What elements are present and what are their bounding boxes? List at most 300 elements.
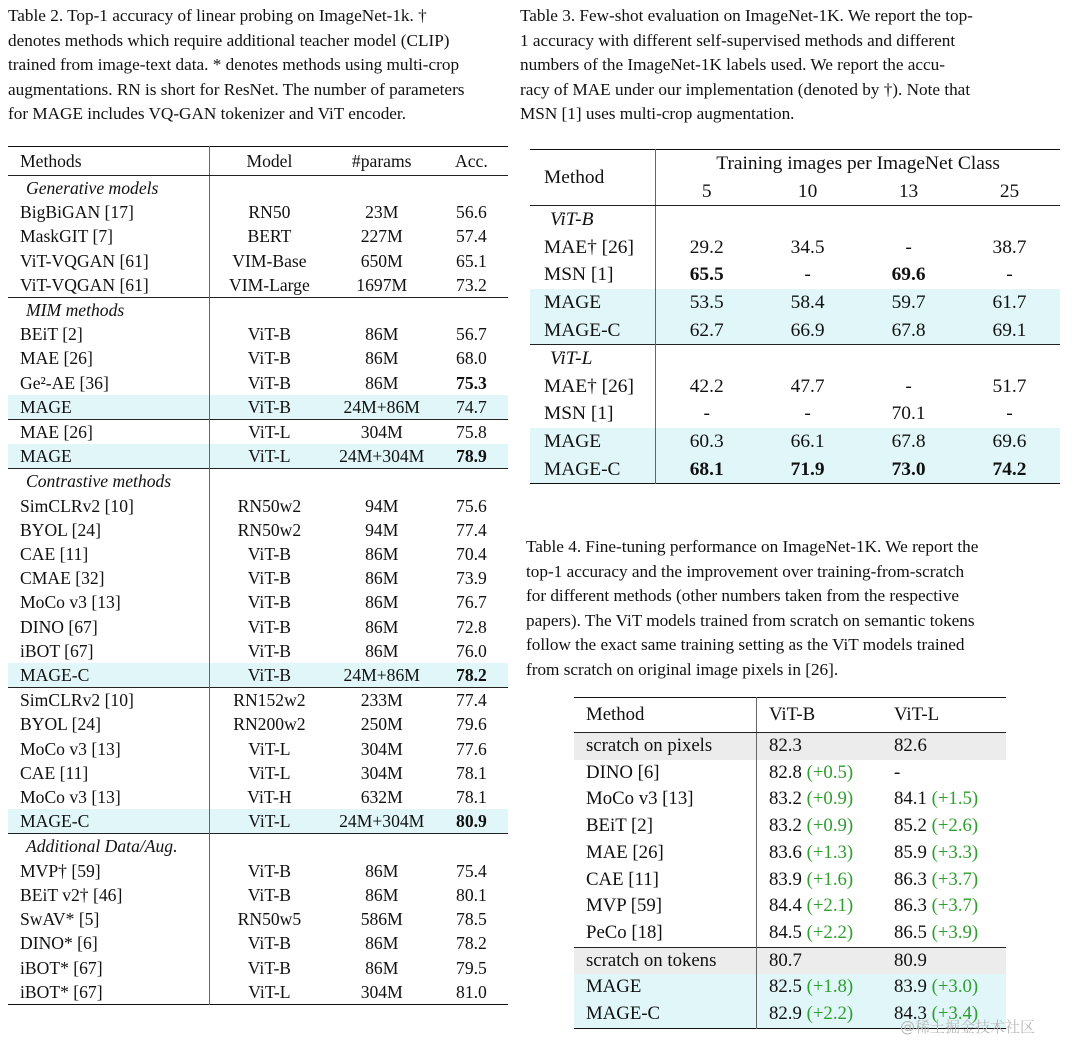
acc-cell: 74.7	[435, 395, 508, 420]
method-cell: CMAE [32]	[8, 566, 210, 590]
table-row	[8, 444, 508, 469]
value-cell	[757, 893, 895, 920]
model-cell: RN50	[248, 202, 291, 223]
table-row	[8, 956, 508, 980]
method-cell: MAE [26]	[8, 420, 210, 445]
improvement-delta: (+2.2)	[806, 921, 854, 943]
method-header: Method	[530, 150, 656, 206]
method-cell: BEiT v2† [46]	[8, 883, 210, 907]
model-cell: BERT	[247, 226, 292, 247]
caption-line: follow the exact same training setting as the ViT models trained	[526, 635, 965, 654]
method-cell: iBOT* [67]	[8, 980, 210, 1005]
model-cell: ViT-H	[247, 787, 292, 808]
section-label: ViT-L	[530, 345, 656, 373]
column-header: 10	[757, 178, 858, 206]
model-cell: RN200w2	[233, 714, 306, 735]
table4-caption	[526, 535, 1056, 682]
section-label: Contrastive methods	[8, 469, 210, 494]
value-cell	[894, 920, 1006, 947]
caption-line: papers). The ViT models trained from scratch on semantic tokens	[526, 610, 975, 630]
method-cell: MoCo v3 [13]	[574, 786, 757, 813]
value-cell: -	[703, 403, 710, 425]
table-row	[8, 566, 508, 590]
value-cell	[757, 974, 895, 1001]
params-cell: 86M	[365, 348, 399, 369]
params-cell: 227M	[360, 226, 403, 247]
method-cell: CAE [11]	[574, 867, 757, 894]
table-row	[574, 893, 1006, 920]
empty-cell	[959, 345, 1060, 373]
column-header: Model	[210, 147, 329, 176]
table-row	[574, 733, 1006, 760]
value-cell	[656, 456, 757, 484]
method-cell: MoCo v3 [13]	[8, 737, 210, 761]
model-cell: ViT-B	[247, 348, 292, 369]
value-cell: 60.3	[656, 428, 757, 456]
header-row	[530, 150, 1060, 178]
value-cell	[894, 947, 1006, 974]
model-cell: ViT-B	[247, 957, 292, 978]
improvement-delta: (+3.7)	[931, 868, 979, 890]
column-header: ViT-B	[757, 698, 895, 733]
model-cell: ViT-L	[210, 809, 329, 834]
column-header: Methods	[8, 147, 210, 176]
empty-cell	[435, 298, 508, 323]
table-row	[8, 980, 508, 1005]
score: 84.1	[894, 788, 927, 810]
value-cell: 38.7	[992, 236, 1027, 258]
params-cell: 24M+304M	[329, 809, 435, 834]
method-cell: BYOL [24]	[8, 518, 210, 542]
caption-line: denotes methods which require additional teacher model (CLIP)	[8, 30, 450, 50]
params-cell: 86M	[365, 884, 399, 905]
model-cell: RN50w2	[237, 519, 302, 540]
caption-line: for different methods (other numbers taken from the respective	[526, 586, 960, 605]
params-cell: 1697M	[356, 274, 408, 295]
section-row	[8, 298, 508, 323]
value-cell: 29.2	[689, 236, 724, 258]
table-row	[574, 760, 1006, 787]
value-cell: 66.1	[757, 428, 858, 456]
model-cell: ViT-L	[248, 738, 291, 759]
empty-cell	[858, 206, 959, 234]
improvement-delta: (+2.1)	[806, 895, 854, 917]
caption-line: top-1 accuracy and the improvement over training-from-scratch	[526, 561, 965, 581]
empty-cell	[210, 834, 329, 859]
score: 80.7	[769, 949, 802, 971]
score: 86.3	[894, 895, 927, 917]
acc-cell-bold: 78.2	[456, 665, 487, 686]
method-cell: Ge²-AE [36]	[8, 371, 210, 395]
score: 83.2	[769, 788, 802, 810]
model-cell: ViT-L	[248, 981, 291, 1002]
score: 83.6	[769, 841, 802, 863]
section-label: Additional Data/Aug.	[8, 834, 210, 859]
empty-cell	[329, 469, 435, 494]
acc-cell: 68.0	[456, 348, 487, 369]
table-row	[574, 840, 1006, 867]
value-cell: 34.5	[790, 236, 825, 258]
value-cell	[757, 840, 895, 867]
params-cell: 233M	[329, 688, 435, 713]
score: 84.5	[769, 921, 802, 943]
model-cell: VIM-Large	[229, 274, 310, 295]
params-cell: 586M	[360, 909, 403, 930]
table-row	[8, 859, 508, 883]
method-cell: DINO* [6]	[8, 931, 210, 955]
improvement-delta: (+0.9)	[806, 815, 854, 837]
params-cell: 650M	[360, 250, 403, 271]
method-cell: DINO [67]	[8, 615, 210, 639]
improvement-delta: (+2.2)	[806, 1003, 854, 1025]
value-cell: 51.7	[992, 375, 1027, 397]
value-cell	[894, 813, 1006, 840]
table2-caption	[8, 4, 508, 127]
table3-caption	[520, 4, 1072, 127]
params-cell: 23M	[365, 202, 399, 223]
acc-cell: 73.2	[456, 274, 487, 295]
table-row	[8, 371, 508, 395]
value-cell: 70.1	[891, 403, 926, 425]
column-header: 5	[656, 178, 757, 206]
table-row	[8, 639, 508, 663]
method-cell: SwAV* [5]	[8, 907, 210, 931]
value-cell: 67.8	[858, 317, 959, 345]
model-cell: ViT-B	[247, 933, 292, 954]
empty-cell	[959, 206, 1060, 234]
method-cell: MAGE	[530, 428, 656, 456]
column-header: 13	[858, 178, 959, 206]
model-cell: RN152w2	[210, 688, 329, 713]
value-cell: -	[1006, 264, 1013, 286]
header-row	[8, 147, 508, 176]
params-cell: 632M	[360, 787, 403, 808]
params-cell: 86M	[365, 592, 399, 613]
acc-cell: 76.0	[456, 640, 487, 661]
acc-cell	[435, 371, 508, 395]
acc-cell: 81.0	[456, 981, 487, 1002]
acc-cell: 73.9	[456, 568, 487, 589]
acc-cell: 79.5	[456, 957, 487, 978]
value-cell: -	[905, 375, 912, 397]
empty-cell	[329, 834, 435, 859]
column-header: ViT-L	[894, 698, 1006, 733]
score: 84.4	[769, 895, 802, 917]
params-cell: 86M	[365, 860, 399, 881]
method-cell: BEiT [2]	[574, 813, 757, 840]
table-row	[8, 518, 508, 542]
value-cell-bold: 65.5	[689, 264, 724, 286]
improvement-delta: (+3.9)	[931, 921, 979, 943]
method-cell: SimCLRv2 [10]	[8, 494, 210, 518]
improvement-delta: (+3.4)	[931, 1003, 979, 1025]
model-cell: VIM-Base	[232, 250, 307, 271]
acc-cell: 77.4	[456, 519, 487, 540]
params-cell: 304M	[360, 981, 403, 1002]
column-header: Acc.	[435, 147, 508, 176]
value-cell	[757, 947, 895, 974]
value-cell	[894, 840, 1006, 867]
model-cell: ViT-B	[247, 640, 292, 661]
empty-cell	[858, 345, 959, 373]
score: 82.9	[769, 1003, 802, 1025]
method-cell: MAE [26]	[8, 346, 210, 370]
value-cell: -	[1006, 403, 1013, 425]
model-cell: ViT-B	[247, 616, 292, 637]
section-row	[8, 176, 508, 201]
acc-cell: 75.6	[456, 495, 487, 516]
value-cell: 69.6	[959, 428, 1060, 456]
improvement-delta: (+3.0)	[931, 976, 979, 998]
params-cell: 304M	[360, 738, 403, 759]
table-row	[8, 249, 508, 273]
value-cell-bold: 74.2	[992, 458, 1027, 480]
table-row	[8, 663, 508, 688]
method-cell: BEiT [2]	[8, 322, 210, 346]
table-row	[530, 428, 1060, 456]
model-cell: ViT-B	[247, 860, 292, 881]
caption-line: Table 4. Fine-tuning performance on ImageNet-1K. We report the	[526, 537, 979, 556]
caption-line: from scratch on original image pixels in [26].	[526, 659, 839, 679]
score: 83.9	[769, 868, 802, 890]
method-cell: MAGE-C	[8, 809, 210, 834]
table-row	[574, 867, 1006, 894]
model-cell: ViT-B	[247, 324, 292, 345]
acc-cell: 76.7	[456, 592, 487, 613]
caption-line: numbers of the ImageNet-1K labels used. We report the accu-	[520, 55, 945, 74]
acc-cell: 70.4	[456, 544, 487, 565]
value-cell	[757, 733, 895, 760]
model-cell: RN50w5	[237, 909, 302, 930]
acc-cell: 78.5	[456, 909, 487, 930]
table-row	[8, 615, 508, 639]
params-cell: 250M	[360, 714, 403, 735]
acc-cell: 78.1	[456, 762, 487, 783]
value-cell: 69.1	[959, 317, 1060, 345]
acc-cell: 56.7	[456, 324, 487, 345]
method-cell: MAGE-C	[530, 317, 656, 345]
caption-line: Table 3. Few-shot evaluation on ImageNet-1K. We report the top-	[520, 6, 973, 25]
value-cell: 58.4	[757, 289, 858, 317]
method-cell: ViT-VQGAN [61]	[8, 249, 210, 273]
value-cell: 67.8	[858, 428, 959, 456]
params-cell: 304M	[360, 762, 403, 783]
method-cell: MAE† [26]	[530, 373, 656, 401]
model-cell: ViT-L	[248, 762, 291, 783]
model-cell: ViT-L	[210, 444, 329, 469]
score: -	[894, 761, 901, 783]
improvement-delta: (+2.6)	[931, 815, 979, 837]
acc-cell: 77.4	[435, 688, 508, 713]
score: 82.6	[894, 735, 927, 756]
value-cell	[894, 733, 1006, 760]
params-cell: 86M	[365, 568, 399, 589]
acc-cell: 79.6	[456, 714, 487, 735]
improvement-delta: (+1.8)	[806, 976, 854, 998]
table-row	[8, 809, 508, 834]
acc-cell: 75.4	[456, 860, 487, 881]
table4-fine-tuning	[574, 697, 1006, 1029]
table-row	[530, 373, 1060, 401]
value-cell: -	[905, 236, 912, 258]
value-cell	[757, 786, 895, 813]
params-cell: 86M	[365, 372, 399, 393]
method-cell: MAGE	[530, 289, 656, 317]
empty-cell	[656, 345, 757, 373]
acc-cell: 56.6	[456, 202, 487, 223]
table-row	[8, 273, 508, 298]
section-row	[8, 469, 508, 494]
model-cell: ViT-B	[210, 395, 329, 420]
method-cell: MAGE-C	[530, 456, 656, 484]
acc-cell: 57.4	[456, 226, 487, 247]
table-row	[530, 289, 1060, 317]
method-cell: MSN [1]	[530, 400, 656, 428]
value-cell: 53.5	[656, 289, 757, 317]
empty-cell	[757, 206, 858, 234]
header-row	[574, 698, 1006, 733]
score: 82.5	[769, 976, 802, 998]
value-cell	[894, 974, 1006, 1001]
table-row	[8, 542, 508, 566]
caption-line: trained from image-text data. * denotes methods using multi-crop	[8, 55, 460, 74]
improvement-delta: (+3.3)	[931, 841, 979, 863]
method-cell: BYOL [24]	[8, 712, 210, 736]
column-header: 25	[959, 178, 1060, 206]
acc-cell: 78.1	[456, 787, 487, 808]
params-cell: 304M	[329, 420, 435, 445]
value-cell	[959, 456, 1060, 484]
acc-cell: 72.8	[456, 616, 487, 637]
value-cell	[757, 1001, 895, 1028]
caption-line: augmentations. RN is short for ResNet. The number of parameters	[8, 79, 465, 99]
table-row	[574, 974, 1006, 1001]
model-cell: ViT-B	[247, 592, 292, 613]
params-cell: 24M+304M	[329, 444, 435, 469]
table-row	[8, 907, 508, 931]
table-row	[8, 688, 508, 713]
score: 80.9	[894, 949, 927, 971]
acc-cell-bold: 80.9	[456, 811, 487, 832]
method-cell: SimCLRv2 [10]	[8, 688, 210, 713]
method-cell: MAGE	[574, 974, 757, 1001]
value-cell	[757, 813, 895, 840]
params-cell: 24M+86M	[329, 663, 435, 688]
score: 82.3	[769, 735, 802, 756]
method-cell: MAGE-C	[574, 1001, 757, 1028]
table-row	[574, 947, 1006, 974]
value-cell	[894, 867, 1006, 894]
value-cell: 42.2	[689, 375, 724, 397]
acc-cell	[435, 663, 508, 688]
caption-line: racy of MAE under our implementation (denoted by †). Note that	[520, 79, 971, 99]
table-row	[8, 737, 508, 761]
method-cell: CAE [11]	[8, 542, 210, 566]
value-cell	[858, 456, 959, 484]
table-row	[8, 883, 508, 907]
section-label: ViT-B	[530, 206, 656, 234]
table-row	[8, 420, 508, 445]
table2-linear-probing	[8, 146, 508, 1005]
score: 84.3	[894, 1003, 927, 1025]
acc-cell	[435, 444, 508, 469]
table-row	[574, 786, 1006, 813]
acc-cell: 75.8	[435, 420, 508, 445]
acc-cell	[435, 809, 508, 834]
section-label: Generative models	[8, 176, 210, 201]
method-cell: CAE [11]	[8, 761, 210, 785]
empty-cell	[210, 176, 329, 201]
caption-line: 1 accuracy with different self-supervised methods and different	[520, 30, 956, 50]
table-row	[8, 590, 508, 614]
score: 83.2	[769, 815, 802, 837]
score: 86.3	[894, 868, 927, 890]
value-cell: -	[804, 264, 811, 286]
improvement-delta: (+1.6)	[806, 868, 854, 890]
method-cell: MAGE-C	[8, 663, 210, 688]
improvement-delta: (+0.9)	[806, 788, 854, 810]
value-cell: 66.9	[757, 317, 858, 345]
method-cell: MAGE	[8, 444, 210, 469]
method-cell: MaskGIT [7]	[8, 224, 210, 248]
score: 83.9	[894, 976, 927, 998]
value-cell: 47.7	[790, 375, 825, 397]
table-row	[8, 785, 508, 809]
value-cell	[757, 760, 895, 787]
empty-cell	[329, 298, 435, 323]
params-cell: 86M	[365, 640, 399, 661]
caption-line: for MAGE includes VQ-GAN tokenizer and ViT encoder.	[8, 104, 407, 123]
method-cell: scratch on pixels	[574, 733, 757, 760]
value-cell: 59.7	[858, 289, 959, 317]
table-row	[8, 346, 508, 370]
score: 82.8	[769, 761, 802, 783]
caption-line: Table 2. Top-1 accuracy of linear probing on ImageNet-1k. †	[8, 6, 427, 25]
params-cell: 24M+86M	[329, 395, 435, 420]
value-cell	[757, 920, 895, 947]
params-cell: 94M	[365, 495, 399, 516]
model-cell: ViT-B	[247, 544, 292, 565]
method-cell: MSN [1]	[530, 261, 656, 289]
method-cell: MAE† [26]	[530, 234, 656, 262]
acc-cell: 78.2	[456, 933, 487, 954]
improvement-delta: (+1.5)	[931, 788, 979, 810]
method-cell: MVP† [59]	[8, 859, 210, 883]
empty-cell	[435, 469, 508, 494]
acc-cell: 80.1	[456, 884, 487, 905]
table-row	[530, 261, 1060, 289]
improvement-delta: (+0.5)	[806, 761, 854, 783]
section-row	[530, 345, 1060, 373]
table-row	[530, 234, 1060, 262]
params-cell: 86M	[365, 544, 399, 565]
model-cell: ViT-B	[247, 884, 292, 905]
value-cell-bold: 73.0	[891, 458, 926, 480]
table-row	[8, 395, 508, 420]
table-row	[574, 920, 1006, 947]
column-header: #params	[329, 147, 435, 176]
score: 85.2	[894, 815, 927, 837]
acc-cell: 77.6	[456, 738, 487, 759]
model-cell: ViT-B	[247, 568, 292, 589]
value-cell	[757, 456, 858, 484]
model-cell: ViT-L	[210, 420, 329, 445]
table-row	[8, 931, 508, 955]
acc-cell-bold: 78.9	[456, 446, 487, 467]
empty-cell	[757, 345, 858, 373]
empty-cell	[435, 176, 508, 201]
value-cell-bold: 69.6	[891, 264, 926, 286]
